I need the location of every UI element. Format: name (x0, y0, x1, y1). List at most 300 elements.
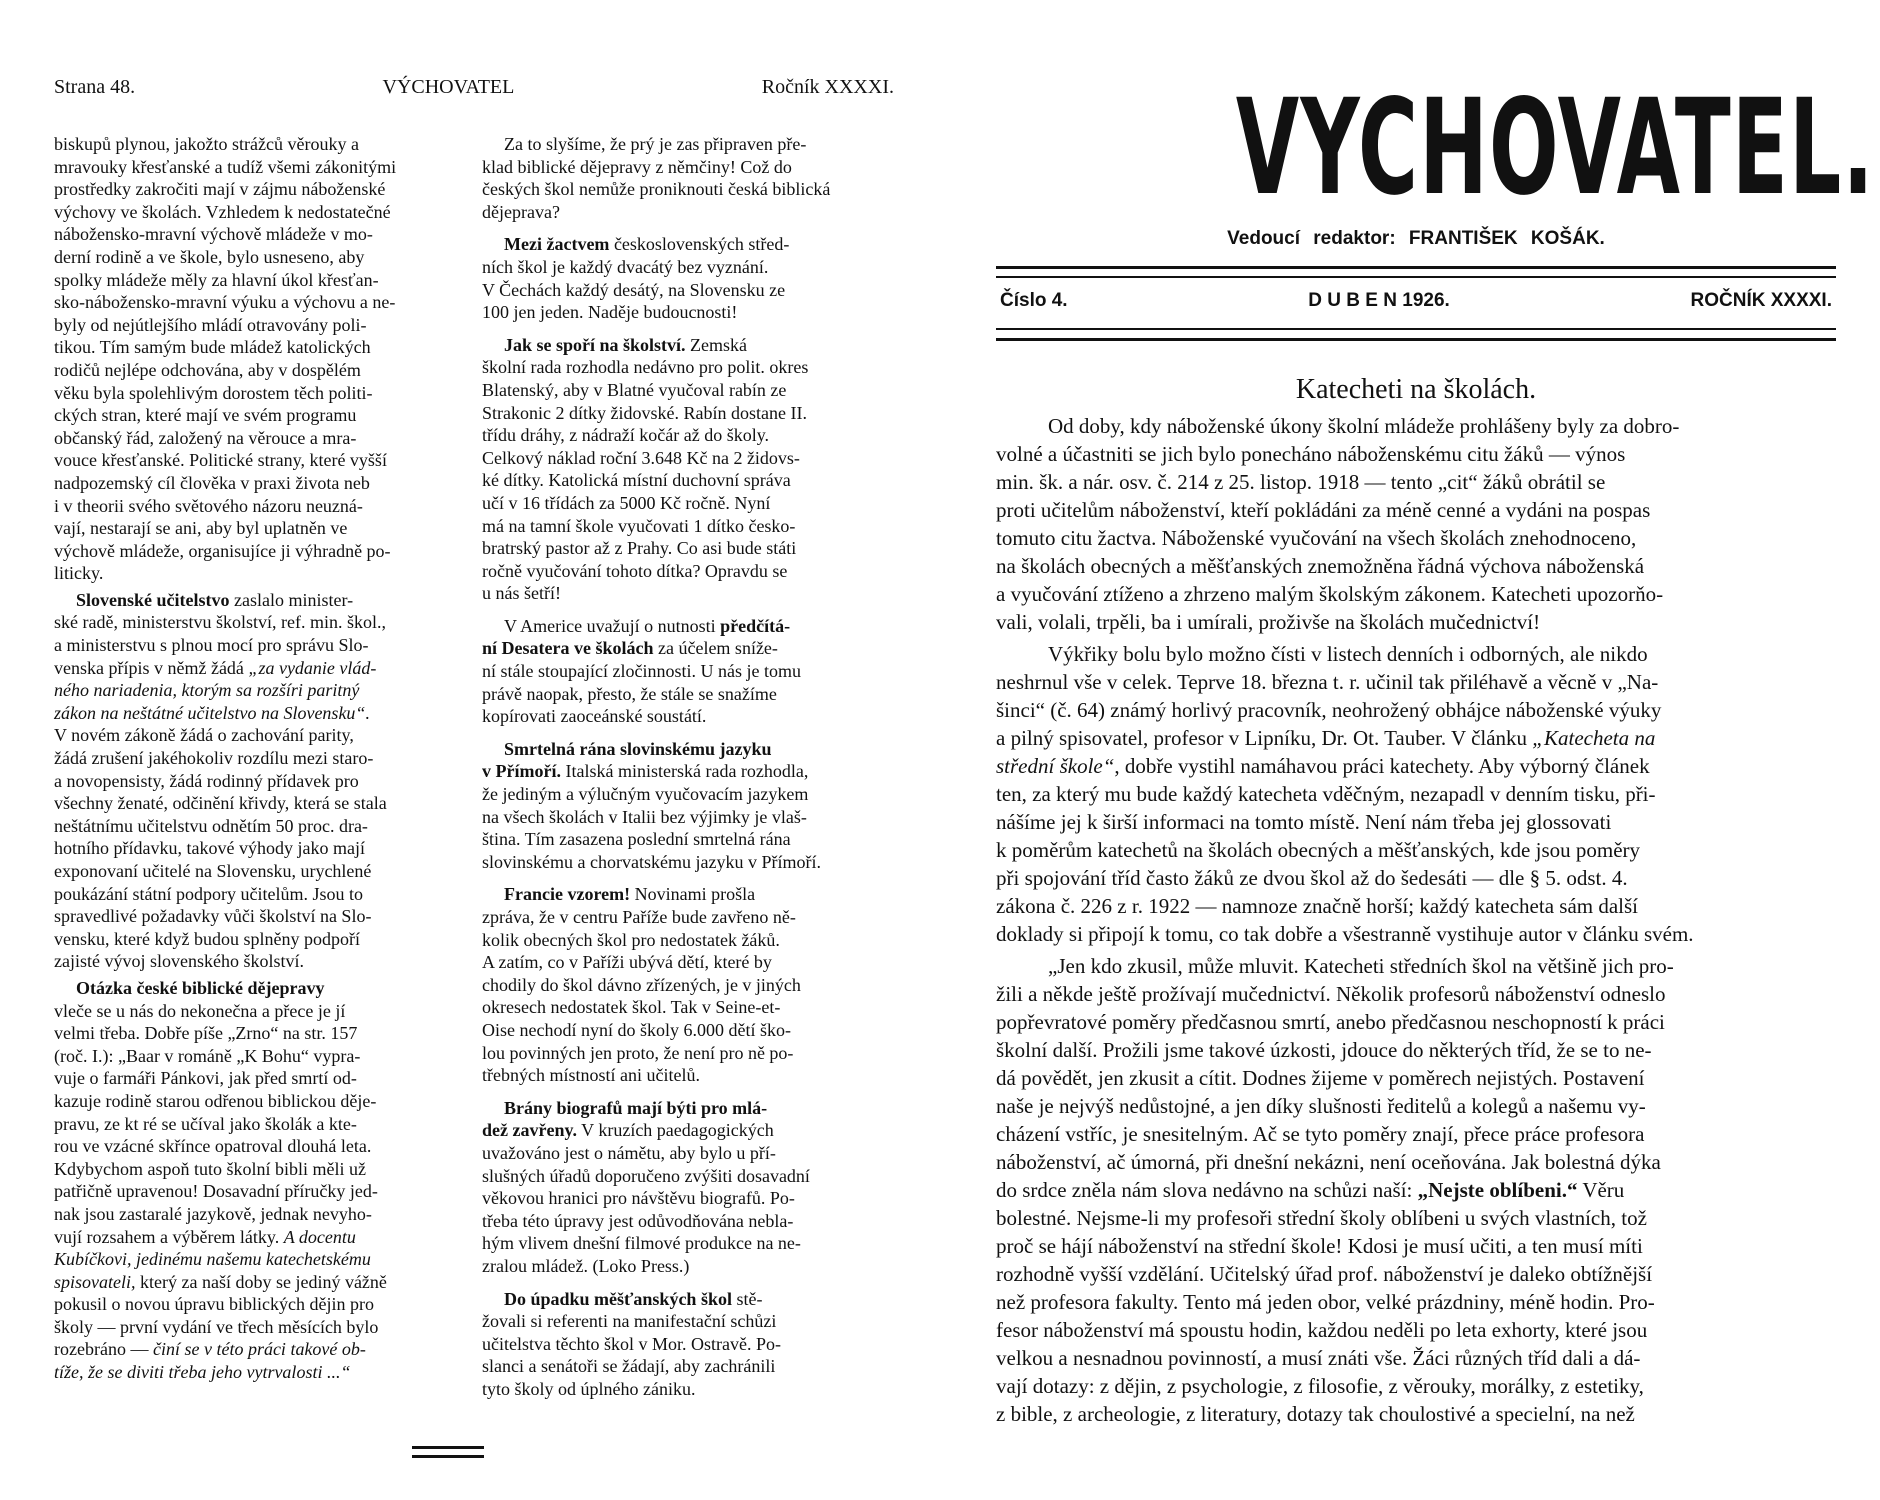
text-line (482, 828, 894, 851)
text-line (482, 279, 894, 302)
text-line (54, 747, 462, 770)
text-run: hým vlivem dnešní filmové produkce na ne- (482, 1233, 801, 1254)
text-run: Italská ministerská rada rozhodla, (560, 761, 809, 782)
text-line (482, 760, 894, 783)
text-run: Výkřiky bolu bylo možno čísti v listech denních i odborných, ale nikdo (1048, 642, 1648, 666)
text-run: byly od nejútlejšího mládí otravovány poli- (54, 314, 367, 335)
text-run: Novinami prošla (630, 884, 756, 905)
text-run: poukázání státní podpory učitelům. Jsou to (54, 883, 363, 904)
paragraph (482, 1288, 894, 1401)
italic-run: činí se v této práci takové ob- (152, 1339, 366, 1360)
text-run: V novém zákoně žádá o zachování parity, (54, 725, 354, 746)
text-run: prostředky zakročiti mají v zájmu náboženské (54, 179, 386, 200)
text-run: Oise nechodí nyní do školy 6.000 dětí ško- (482, 1019, 791, 1040)
text-line (996, 580, 1836, 608)
text-run: rou ve vzácné skřínce opatroval dlouhá leta. (54, 1136, 372, 1157)
italic-run: ného nariadenia, ktorým sa rozšíri paritný (54, 680, 360, 701)
text-line (54, 1090, 462, 1113)
text-line (54, 1248, 462, 1271)
text-line (996, 920, 1836, 948)
running-head (54, 76, 894, 102)
text-run: tomuto citu žactva. Náboženské vyučování na všech školách znehodnoceno, (996, 526, 1637, 550)
text-line (482, 851, 894, 874)
text-run: i v theorii svého světového názoru neuzná- (54, 495, 363, 516)
text-run: exponovaní učitelé na Slovensku, urychlené (54, 861, 372, 881)
page-number: Strana 48. (54, 76, 136, 98)
bold-run: ní Desatera ve školách (482, 638, 654, 659)
text-run: vali, volali, trpěli, ba i umírali, proživše na školách mučednictví! (996, 610, 1541, 634)
text-run: , dobře vystihl namáhavou práci katechety. Aby výborný článek (1114, 754, 1650, 778)
text-run: liticky. (54, 563, 104, 584)
text-line (54, 928, 462, 951)
text-run: za účelem sníže- (653, 638, 778, 659)
paragraph (482, 883, 894, 1086)
text-run: popřevratové poměry předčasnou smrtí, anebo předčasnou neschopností k práci (996, 1010, 1665, 1034)
text-run: proti učitelům náboženství, kteří pokládáni za méně cenné a vydáni na pospas (996, 498, 1651, 522)
text-line (482, 1064, 894, 1087)
text-run: spolky mládeže měly za hlavní úkol křesťan- (54, 269, 379, 290)
text-run: všechny ženaté, odčinění křivdy, která se stala (54, 793, 387, 814)
text-run: zralou mládež. (Loko Press.) (482, 1255, 690, 1276)
text-run: velkou a nesnadnou povinností, a musí znáti vše. Žáci různých tříd dali a dá- (996, 1346, 1641, 1370)
issue-volume: ROČNÍK XXXXI. (1690, 290, 1832, 311)
text-run: uvažováno jest o námětu, aby bylo u pří- (482, 1142, 776, 1163)
text-line (482, 1378, 894, 1401)
text-run: slovinskému a chorvatskému jazyku v Přímoří. (482, 851, 821, 872)
text-run: ten, za který mu bude každý katecheta vděčným, nezapadl v denním tisku, při- (996, 782, 1656, 806)
text-run: derní rodině a ve škole, bylo usneseno, aby (54, 246, 365, 267)
text-run: slušných úřadů doporučeno zvýšiti dosavadní (482, 1165, 810, 1186)
text-line (482, 537, 894, 560)
text-line (482, 1165, 894, 1188)
text-run: ní stále stoupající zločinnosti. U nás je tomu (482, 661, 801, 682)
text-line (996, 1400, 1836, 1428)
text-line (996, 524, 1836, 552)
text-line (482, 560, 894, 583)
text-run: že jediným a výlučným vyučovacím jazykem (482, 784, 809, 805)
text-line (54, 1158, 462, 1181)
text-line (996, 552, 1836, 580)
text-line (54, 837, 462, 860)
article-body (996, 412, 1836, 1428)
rule (996, 338, 1836, 341)
text-line (54, 336, 462, 359)
text-run: Kdybychom aspoň tuto školní bibli měli už (54, 1158, 366, 1179)
masthead-title: VYCHOVATEL. (1235, 71, 1875, 225)
text-line (54, 382, 462, 405)
text-line (482, 156, 894, 179)
text-run: dějeprava? (482, 201, 560, 222)
volume-label: Ročník XXXXI. (761, 76, 894, 98)
text-line (996, 496, 1836, 524)
text-line (54, 562, 462, 585)
text-run: a vyučování ztíženo a zhrzeno malým školským zákonem. Katecheti upozorňo- (996, 582, 1664, 606)
text-line (996, 980, 1836, 1008)
text-run: z bible, z archeologie, z literatury, dotazy tak choulostivé a specielní, na než (996, 1402, 1635, 1426)
text-run: třeba této úpravy jest odůvodňována nebla- (482, 1210, 794, 1231)
text-line (482, 683, 894, 706)
text-line (482, 256, 894, 279)
article-title: Katecheti na školách. (1295, 374, 1537, 405)
text-line (482, 883, 894, 906)
text-line (54, 1022, 462, 1045)
text-line (54, 178, 462, 201)
text-run: tikou. Tím samým bude mládež katolických (54, 337, 371, 358)
bold-run: dež zavřeny. (482, 1120, 577, 1141)
text-line (996, 1176, 1836, 1204)
text-run: V Čechách každý desátý, na Slovensku ze (482, 279, 786, 300)
text-line (996, 440, 1836, 468)
text-line (482, 515, 894, 538)
text-line (482, 1187, 894, 1210)
bold-run: Francie vzorem! (504, 884, 631, 905)
paragraph (54, 589, 462, 973)
text-line (996, 892, 1836, 920)
text-line (996, 808, 1836, 836)
text-run: pravu, ze kt ré se učíval jako školák a kte- (54, 1113, 357, 1134)
text-run: nak jsou zastaralé jazykově, jednak nevyho- (54, 1203, 372, 1224)
text-run: výchovy ve školách. Vzhledem k nedostatečné (54, 201, 391, 222)
text-line (996, 1092, 1836, 1120)
paragraph (482, 1097, 894, 1278)
text-run: rodičů nejlépe odchována, aby v dospělém (54, 359, 361, 380)
text-run: věkovou hranici pro návštěvu biografů. Po- (482, 1188, 795, 1209)
text-line (996, 1372, 1836, 1400)
text-run: bolestné. Nejsme-li my profesoři střední školy oblíbeni u svých vlastních, tož (996, 1206, 1647, 1230)
paragraph (482, 233, 894, 323)
text-line (482, 178, 894, 201)
text-line (54, 860, 462, 883)
italic-run: zákon na neštátné učitelstvo na Slovensku“. (54, 702, 370, 723)
text-run: Věru (1577, 1178, 1625, 1202)
text-run: výchově mládeže, organisujíce ji výhradně po- (54, 540, 391, 561)
bold-run: Brány biografů mají býti pro mlá- (504, 1097, 768, 1118)
text-run: ské radě, ministerstvu školství, ref. min. škol., (54, 612, 386, 633)
text-run: stě- (731, 1288, 763, 1309)
text-run: vleče se u nás do nekonečna a přece je jí (54, 1000, 346, 1021)
text-line (54, 427, 462, 450)
text-run: kopírovati zaoceánské soustátí. (482, 706, 707, 727)
text-run: neštátnímu učitelstvu odnětím 50 proc. dra- (54, 815, 368, 836)
text-run: velmi třeba. Dobře píše „Zrno“ na str. 157 (54, 1023, 358, 1044)
text-run: věku byla spolehlivým dorostem těch politi- (54, 382, 373, 403)
text-run: žádá zrušení jakéhokoliv rozdílu mezi staro- (54, 748, 374, 769)
text-line (482, 582, 894, 605)
text-run: žili a někde ještě prožívají mučednictví. Několik profesorů náboženství odneslo (996, 982, 1666, 1006)
text-line (54, 770, 462, 793)
text-line (482, 201, 894, 224)
left-column (54, 133, 462, 1384)
text-line (482, 1355, 894, 1378)
text-line (54, 449, 462, 472)
text-line (482, 133, 894, 156)
rule (996, 266, 1836, 269)
text-line (54, 977, 462, 1000)
text-run: Za to slyšíme, že prý je zas připraven pře- (504, 134, 807, 154)
text-run: 100 jen jeden. Naděje budoucnosti! (482, 302, 738, 323)
text-run: školy — první vydání ve třech měsících bylo (54, 1316, 379, 1337)
text-line (54, 1000, 462, 1023)
bold-run: v Přímoří. (482, 761, 561, 782)
italic-run: A docentu (283, 1226, 356, 1247)
text-line (54, 269, 462, 292)
text-run: Zemská (685, 334, 748, 355)
text-run: ké dítky. Katolická místní duchovní správa (482, 470, 791, 491)
italic-run: „za vydanie vlád- (248, 657, 377, 678)
text-line (482, 424, 894, 447)
text-line (54, 589, 462, 612)
end-rule (412, 1446, 484, 1449)
paragraph (996, 952, 1836, 1428)
journal-title: VÝCHOVATEL (382, 76, 515, 98)
text-line (996, 668, 1836, 696)
text-run: učí v 16 třídách za 5000 Kč ročně. Nyní (482, 492, 771, 513)
text-line (996, 952, 1836, 980)
text-run: klad biblické dějepravy z němčiny! Což do (482, 156, 792, 177)
text-line (54, 679, 462, 702)
text-line (54, 883, 462, 906)
text-run: českých škol nemůže proniknouti česká biblická (482, 179, 831, 200)
text-line (54, 724, 462, 747)
text-line (482, 402, 894, 425)
text-line (482, 637, 894, 660)
text-run: vují rozsahem a výběrem látky. (54, 1226, 284, 1247)
text-run: zaslalo minister- (229, 589, 354, 610)
text-line (482, 301, 894, 324)
text-line (482, 233, 894, 256)
bold-run: Mezi žactvem (504, 234, 610, 255)
text-line (54, 404, 462, 427)
text-run: šinci“ (č. 64) známý horlivý pracovník, neohrožený obhájce náboženské výuky (996, 698, 1662, 722)
text-line (996, 724, 1836, 752)
text-line (54, 540, 462, 563)
text-line (482, 906, 894, 929)
text-line (996, 1148, 1836, 1176)
text-line (482, 356, 894, 379)
text-line (54, 792, 462, 815)
text-line (54, 657, 462, 680)
text-run: chodily do škol dávno zřízených, je v jiných (482, 974, 801, 995)
text-line (482, 1255, 894, 1278)
text-run: než profesora fakulty. Tento má jeden obor, velké prázdniny, méně hodin. Pro- (996, 1290, 1655, 1314)
text-run: a pilný spisovatel, profesor v Lipníku, Dr. Ot. Tauber. V článku (996, 726, 1533, 750)
text-run: ních škol je každý dvacátý bez vyznání. (482, 256, 769, 277)
rule (996, 328, 1836, 330)
text-line (482, 615, 894, 638)
text-run: venska přípis v němž žádá (54, 657, 249, 678)
text-line (54, 1067, 462, 1090)
issue-date: D U B E N 1926. (1308, 290, 1450, 311)
text-run: na všech školách v Italii bez výjimky je vlaš- (482, 806, 807, 827)
text-run: u nás šetří! (482, 583, 561, 604)
text-run: který za naší doby se jediný vážně (135, 1271, 387, 1292)
italic-run: spisovateli, (54, 1271, 136, 1292)
text-run: doklady si připojí k tomu, co tak dobře a všestranně vystihuje autor v článku svém. (996, 922, 1694, 946)
text-run: ročně vyučování tohoto dítka? Opravdu se (482, 560, 788, 581)
issue-number: Číslo 4. (1000, 290, 1068, 311)
text-run: sko-nábožensko-mravní výuku a výchovu a ne- (54, 292, 396, 313)
text-run: volné a účastniti se jich bylo ponecháno náboženskému citu žáků — výnos (996, 442, 1626, 466)
text-line (54, 634, 462, 657)
text-run: V Americe uvažují o nutnosti (504, 615, 721, 636)
text-run: dá povědět, jen zkusit a cítit. Dodnes žijeme v poměrech nejistých. Postavení (996, 1066, 1645, 1090)
text-run: vají, nestarají se ani, aby byl uplatněn ve (54, 518, 348, 539)
text-line (54, 1361, 462, 1384)
text-line (482, 738, 894, 761)
text-run: min. šk. a nár. osv. č. 214 z 25. listop. 1918 — tento „cit“ žáků obrátil se (996, 470, 1606, 494)
paragraph (482, 615, 894, 728)
text-run: československých střed- (609, 234, 790, 255)
text-line (996, 1344, 1836, 1372)
italic-run: střední škole“ (996, 754, 1115, 778)
text-line (482, 1042, 894, 1065)
text-line (54, 495, 462, 518)
text-run: nášíme jej k širší informaci na tomto místě. Není nám třeba jej glossovati (996, 810, 1612, 834)
text-line (996, 836, 1836, 864)
text-line (996, 1036, 1836, 1064)
text-line (482, 783, 894, 806)
end-rule (412, 1455, 484, 1458)
paragraph (996, 412, 1836, 636)
text-line (54, 517, 462, 540)
text-run: občanský řád, založený na věrouce a mra- (54, 427, 357, 448)
text-line (996, 1288, 1836, 1316)
text-line (996, 412, 1836, 440)
text-run: k poměrům katechetů na školách obecných a měšťanských, kde jsou poměry (996, 838, 1641, 862)
text-run: mravouky křesťanské a tudíž všemi zákonitými (54, 156, 397, 177)
italic-run: „Katecheta na (1532, 726, 1656, 750)
text-line (996, 468, 1836, 496)
text-line (482, 705, 894, 728)
text-run: vuje o farmáři Pánkovi, jak před smrtí od- (54, 1068, 357, 1089)
text-line (996, 608, 1836, 636)
text-line (482, 1119, 894, 1142)
text-line (482, 1232, 894, 1255)
text-line (482, 660, 894, 683)
text-line (54, 156, 462, 179)
text-run: bratrský pastor až z Prahy. Co asi bude státi (482, 538, 797, 559)
text-run: vají dotazy: z dějin, z psychologie, z filosofie, z věrouky, morálky, z estetiky, (996, 1374, 1644, 1398)
text-line (54, 1045, 462, 1068)
paragraph (482, 133, 894, 223)
bold-run: Smrtelná rána slovinskému jazyku (504, 738, 772, 759)
text-run: právě naopak, přesto, že stále se snažíme (482, 683, 777, 704)
text-line (54, 1226, 462, 1249)
text-run: V kruzích paedagogických (576, 1120, 774, 1141)
text-line (54, 1338, 462, 1361)
bold-run: předčítá- (720, 615, 791, 636)
bold-run: Do úpadku měšťanských škol (504, 1288, 732, 1309)
paragraph (482, 334, 894, 605)
text-run: biskupů plynou, jakožto strážců věrouky a (54, 134, 359, 154)
text-line (482, 334, 894, 357)
text-line (482, 469, 894, 492)
text-line (996, 1260, 1836, 1288)
text-line (54, 246, 462, 269)
text-line (482, 1333, 894, 1356)
text-line (54, 291, 462, 314)
text-run: rozebráno — (54, 1339, 153, 1360)
text-run: do srdce zněla nám slova nedávno na schůzi naší: (996, 1178, 1418, 1202)
text-run: spravedlivé požadavky vůči školství na Slo- (54, 906, 372, 927)
text-line (54, 359, 462, 382)
text-run: náboženství, ač úmorná, při dnešní nekázni, není oceňována. Jak bolestná dýka (996, 1150, 1661, 1174)
text-line (482, 379, 894, 402)
text-run: školní další. Prožili jsme takové úzkosti, jdouce do některých tříd, že se to ne- (996, 1038, 1652, 1062)
text-line (996, 1204, 1836, 1232)
text-line (54, 815, 462, 838)
italic-run: Kubíčkovi, jedinému našemu katechetskému (54, 1249, 371, 1270)
text-run: „Jen kdo zkusil, může mluvit. Katecheti středních škol na většině jich pro- (1048, 954, 1674, 978)
text-line (482, 1097, 894, 1120)
text-line (482, 1210, 894, 1233)
text-run: vouce křesťanské. Politické strany, které vyšší (54, 450, 387, 471)
text-line (54, 314, 462, 337)
bold-run: Slovenské učitelstvo (76, 589, 230, 610)
text-line (482, 806, 894, 829)
text-line (996, 1064, 1836, 1092)
text-line (54, 201, 462, 224)
text-line (54, 1293, 462, 1316)
text-run: na školách obecných a měšťanských znemožněna řádná výchova náboženská (996, 554, 1645, 578)
text-line (996, 1232, 1836, 1260)
text-run: slanci a senátoři se žádají, aby zachránili (482, 1356, 776, 1377)
text-run: patřičně upravenou! Dosavadní příručky jed- (54, 1181, 378, 1202)
bold-run: Otázka české biblické dějepravy (76, 977, 325, 998)
text-run: nadpozemský cíl člověka v praxi života neb (54, 472, 370, 493)
text-line (54, 1135, 462, 1158)
text-run: hotního přídavku, takové výhody jako mají (54, 838, 365, 859)
bold-run: „Nejste oblíbeni.“ (1417, 1178, 1578, 1202)
text-run: proč se hájí náboženství na střední škole! Kdosi je musí učiti, a ten musí míti (996, 1234, 1643, 1258)
text-line (54, 950, 462, 973)
text-run: žovali si referenti na manifestační schůzi (482, 1311, 777, 1332)
text-line (996, 1120, 1836, 1148)
text-run: cházení vstříc, je snesitelným. Ač se tyto poměry znají, přece práce profesora (996, 1122, 1645, 1146)
text-run: třídu dráhy, z nádraží kočár až do školy. (482, 425, 770, 446)
text-run: zákona č. 226 z r. 1922 — namnoze značně horší; každý katecheta sám další (996, 894, 1639, 918)
text-run: pokusil o novou úpravu biblických dějin pro (54, 1294, 374, 1315)
text-run: má na tamní škole vyučovati 1 dítko česko- (482, 515, 796, 536)
paragraph (482, 738, 894, 874)
text-run: Blatenský, aby v Blatné vyučoval rabín ze (482, 379, 787, 400)
text-run: fesor náboženství má spoustu hodin, každou neděli po leta exhorty, které jsou (996, 1318, 1648, 1342)
text-run: A zatím, co v Paříži ubývá dětí, které by (482, 952, 772, 973)
paragraph (54, 977, 462, 1384)
text-line (996, 1316, 1836, 1344)
text-line (996, 1008, 1836, 1036)
text-line (54, 1316, 462, 1339)
text-run: nábožensko-mravní výchově mládeže v mo- (54, 224, 373, 245)
text-line (54, 223, 462, 246)
text-run: okresech nedostatek škol. Tak v Seine-et- (482, 997, 781, 1018)
text-run: rozhodně vyšší vzdělání. Učitelský úřad prof. náboženství je daleko obtížnější (996, 1262, 1653, 1286)
italic-run: tíže, že se diviti třeba jeho vytrvalosti ...“ (54, 1362, 351, 1383)
text-line (54, 472, 462, 495)
bold-run: Jak se spoří na školství. (504, 334, 686, 355)
text-run: zajisté vývoj slovenského školství. (54, 951, 304, 972)
text-run: při spojování tříd často žáků ze dvou škol až do šedesáti — dle § 5. odst. 4. (996, 866, 1628, 890)
text-run: Od doby, kdy náboženské úkony školní mládeže prohlášeny byly za dobro- (1048, 414, 1680, 438)
text-line (996, 752, 1836, 780)
text-line (482, 974, 894, 997)
text-run: vensku, které když budou splněny podpoří (54, 928, 360, 949)
text-line (996, 864, 1836, 892)
text-run: (roč. I.): „Baar v románě „K Bohu“ vypra- (54, 1045, 361, 1066)
text-run: Celkový náklad roční 3.648 Kč na 2 židovs- (482, 447, 800, 468)
text-line (482, 1142, 894, 1165)
text-run: a novopensisty, žádá rodinný přídavek pro (54, 770, 359, 791)
